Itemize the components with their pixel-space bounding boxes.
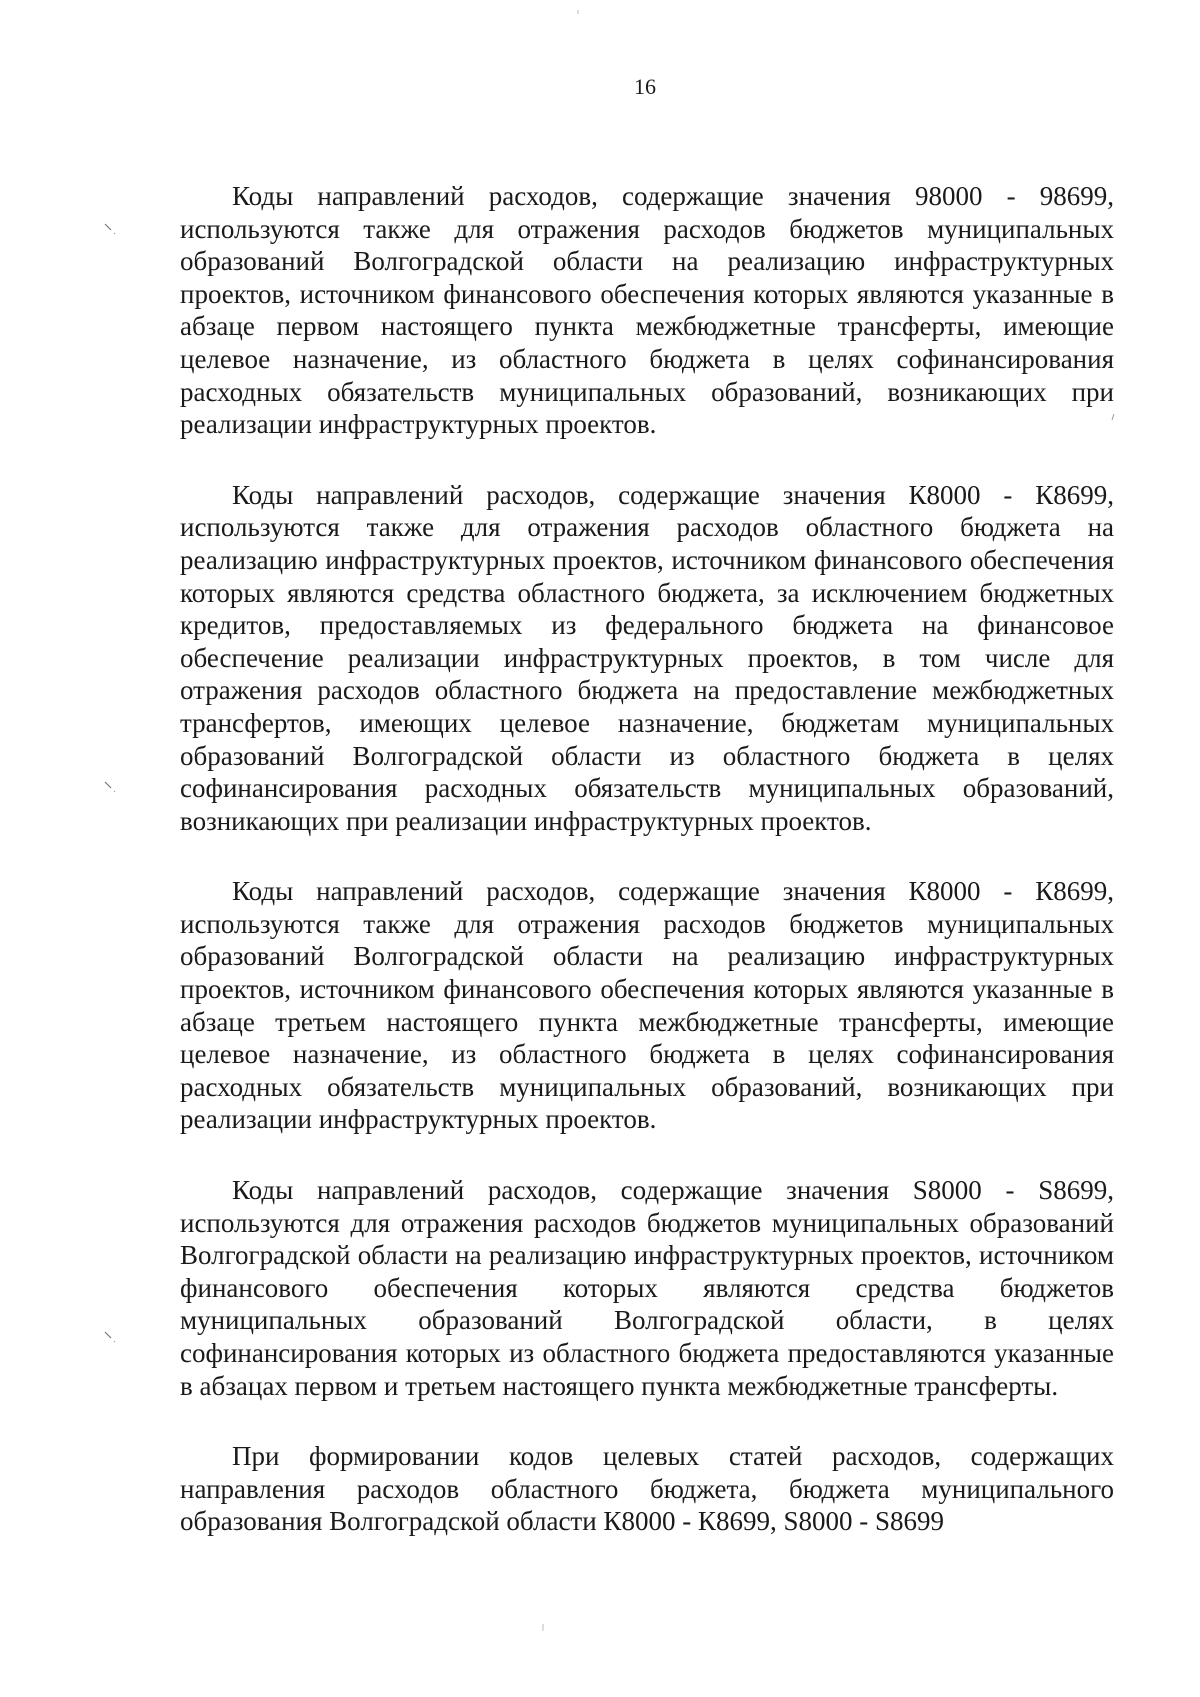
scan-artifact-mark [1106, 412, 1120, 426]
page-number: 16 [634, 74, 656, 99]
scan-artifact-mark [104, 1330, 118, 1344]
paragraph-3: Коды направлений расходов, содержащие значения К8000 - К8699, используются также для отражения расходов бюджетов муниципальных образований Волгоградской области на реализацию инфраструктурных проектов, источником финансового обеспечения которых являются указанные в абзаце третьем настоящего пункта межбюджетные трансферты, имеющие целевое назначение, из областного бюджета в целях софинансирования расходных обязательств муниципальных образований, возникающих при реализации инфраструктурных проектов. [180, 876, 1114, 1135]
paragraph-2: Коды направлений расходов, содержащие значения К8000 - К8699, используются также для отражения расходов областного бюджета на реализацию инфраструктурных проектов, источником финансового обеспечения которых являются средства областного бюджета, за исключением бюджетных кредитов, предоставляемых из федерального бюджета на финансовое обеспечение реализации инфраструктурных проектов, в том числе для отражения расходов областного бюджета на предоставление межбюджетных трансфертов, имеющих целевое назначение, бюджетам муниципальных образований Волгоградской области из областного бюджета в целях софинансирования расходных обязательств муниципальных образований, возникающих при реализации инфраструктурных проектов. [180, 479, 1114, 836]
scan-artifact-mark [536, 1622, 550, 1636]
scan-artifact-mark [571, 6, 585, 20]
scan-artifact-mark [104, 780, 118, 794]
paragraph-4: Коды направлений расходов, содержащие значения S8000 - S8699, используются для отражения расходов бюджетов муниципальных образований Волгоградской области на реализацию инфраструктурных проектов, источником финансового обеспечения которых являются средства бюджетов муниципальных образований Волгоградской области, в целях софинансирования которых из областного бюджета предоставляются указанные в абзацах первом и третьем настоящего пункта межбюджетные трансферты. [180, 1175, 1114, 1401]
paragraph-5: При формировании кодов целевых статей расходов, содержащих направления расходов областного бюджета, бюджета муниципального образования Волгоградской области К8000 - К8699, S8000 - S8699 [180, 1441, 1114, 1537]
document-body [180, 180, 1114, 1538]
scan-artifact-mark [104, 222, 118, 236]
paragraph-1: Коды направлений расходов, содержащие значения 98000 - 98699, используются также для отражения расходов бюджетов муниципальных образований Волгоградской области на реализацию инфраструктурных проектов, источником финансового обеспечения которых являются указанные в абзаце первом настоящего пункта межбюджетные трансферты, имеющие целевое назначение, из областного бюджета в целях софинансирования расходных обязательств муниципальных образований, возникающих при реализации инфраструктурных проектов. [180, 181, 1114, 440]
